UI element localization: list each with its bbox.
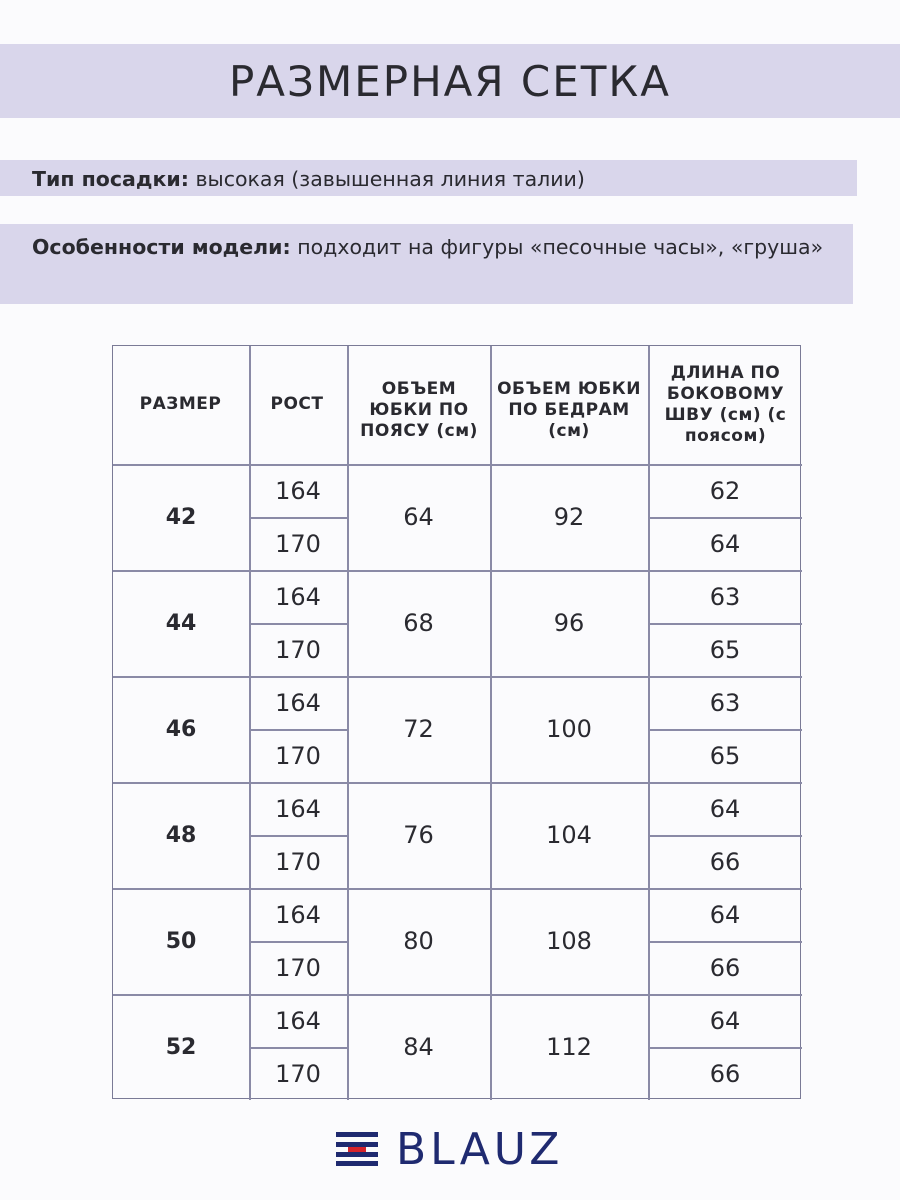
hips-cell: 100	[546, 715, 592, 743]
length-cell: 66	[709, 847, 741, 876]
model-features-label: Особенности модели:	[32, 235, 291, 259]
model-features-value: подходит на фигуры «песочные часы», «груша»	[290, 235, 824, 259]
page-title: РАЗМЕРНАЯ СЕТКА	[228, 56, 671, 106]
size-cell: 46	[165, 716, 197, 742]
height-cell: 164	[275, 688, 321, 717]
waist-cell: 80	[403, 927, 434, 955]
length-cell: 64	[709, 529, 741, 558]
hips-cell: 96	[553, 609, 585, 637]
height-cell: 170	[275, 529, 321, 558]
fit-type-value: высокая (завышенная линия талии)	[188, 167, 585, 191]
header-size: РАЗМЕР	[139, 394, 222, 414]
size-cell: 48	[165, 822, 197, 848]
size-cell: 44	[165, 610, 197, 636]
size-cell: 52	[165, 1034, 197, 1060]
hips-cell: 104	[546, 821, 592, 849]
brand-logo	[336, 1123, 564, 1175]
header-length: ДЛИНА ПО БОКОВОМУ ШВУ (см) (с поясом)	[664, 362, 787, 446]
header-waist: ОБЪЕМ ЮБКИ ПО ПОЯСУ (см)	[360, 378, 478, 441]
model-features-band	[0, 224, 853, 304]
brand-flag-icon	[336, 1132, 378, 1166]
header-hips: ОБЪЕМ ЮБКИ ПО БЕДРАМ (см)	[497, 378, 641, 441]
height-cell: 164	[275, 794, 321, 823]
length-cell: 64	[709, 1006, 741, 1035]
height-cell: 164	[275, 582, 321, 611]
hips-cell: 108	[546, 927, 592, 955]
length-cell: 65	[709, 635, 741, 664]
size-cell: 50	[165, 928, 197, 954]
length-cell: 62	[709, 476, 741, 505]
hips-cell: 92	[553, 503, 585, 531]
fit-type-band	[0, 160, 857, 196]
height-cell: 170	[275, 741, 321, 770]
length-cell: 63	[709, 582, 741, 611]
length-cell: 65	[709, 741, 741, 770]
length-cell: 63	[709, 688, 741, 717]
height-cell: 164	[275, 476, 321, 505]
height-cell: 164	[275, 900, 321, 929]
height-cell: 164	[275, 1006, 321, 1035]
waist-cell: 84	[403, 1033, 434, 1061]
height-cell: 170	[275, 953, 321, 982]
brand-name: BLAUZ	[396, 1123, 564, 1175]
waist-cell: 64	[403, 503, 434, 531]
header-height: РОСТ	[270, 394, 324, 414]
height-cell: 170	[275, 635, 321, 664]
title-band	[0, 44, 900, 118]
size-table	[112, 345, 801, 1099]
size-cell: 42	[165, 504, 197, 530]
waist-cell: 76	[403, 821, 434, 849]
length-cell: 64	[709, 794, 741, 823]
length-cell: 66	[709, 1059, 741, 1088]
fit-type-label: Тип посадки:	[32, 167, 189, 191]
height-cell: 170	[275, 847, 321, 876]
length-cell: 66	[709, 953, 741, 982]
hips-cell: 112	[546, 1033, 592, 1061]
height-cell: 170	[275, 1059, 321, 1088]
waist-cell: 68	[403, 609, 434, 637]
waist-cell: 72	[403, 715, 434, 743]
length-cell: 64	[709, 900, 741, 929]
